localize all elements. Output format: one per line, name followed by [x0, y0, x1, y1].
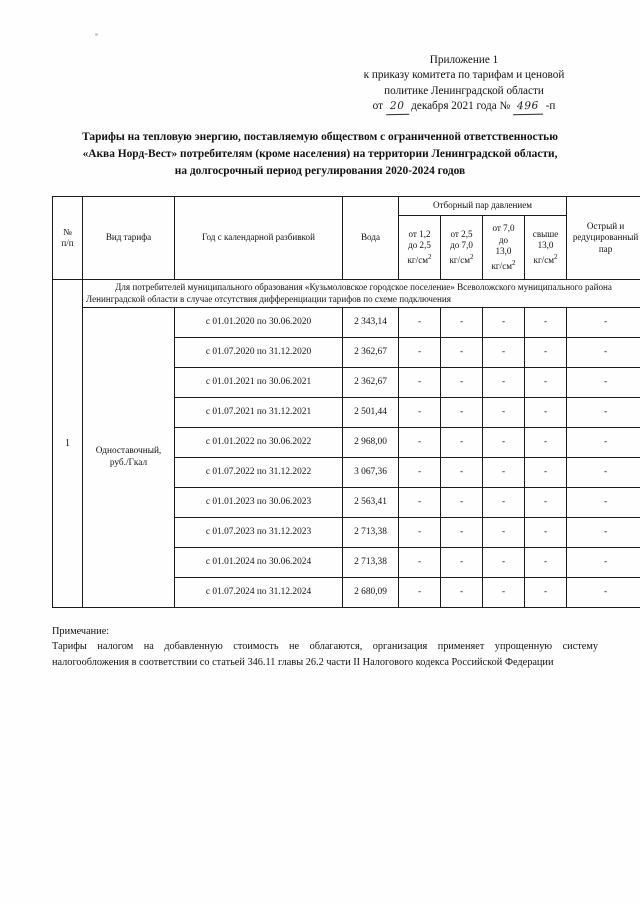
- pressure-4-cell: -: [525, 338, 567, 368]
- column-header-live-steam: [567, 197, 640, 280]
- appendix-order-line: [330, 99, 598, 115]
- tariff-table-wrapper: [52, 196, 639, 608]
- pressure-2-cell: -: [441, 578, 483, 608]
- pressure-3-superscript: 2: [511, 258, 516, 267]
- period-cell: с 01.01.2020 по 30.06.2020: [175, 308, 343, 338]
- water-value-cell: 2 713,38: [343, 518, 399, 548]
- pressure-4-superscript: 2: [554, 252, 558, 261]
- water-value-cell: 2 501,44: [343, 398, 399, 428]
- appendix-authority-line-1: к приказу комитета по тарифам и ценовой: [363, 69, 565, 82]
- pressure-1-line-2: до 2,5: [408, 240, 431, 251]
- tariff-type-cell: [83, 308, 175, 608]
- pressure-1-cell: -: [399, 548, 441, 578]
- live-steam-cell: -: [567, 398, 640, 428]
- appendix-number: Приложение 1: [429, 54, 499, 66]
- column-header-tariff-type: Вид тарифа: [83, 197, 175, 280]
- water-value-cell: 2 713,38: [343, 548, 399, 578]
- pressure-4-cell: -: [525, 308, 567, 338]
- pressure-1-cell: -: [399, 308, 441, 338]
- pressure-3-cell: -: [483, 338, 525, 368]
- column-header-pressure-3: [483, 216, 525, 280]
- pressure-4-line-2: 13,0: [537, 240, 554, 251]
- pressure-2-cell: -: [441, 518, 483, 548]
- pressure-1-cell: -: [399, 398, 441, 428]
- pressure-3-line-2: до: [498, 234, 509, 245]
- pressure-3-line-4: $кг/см^2$: [491, 258, 516, 271]
- water-value-cell: 2 362,67: [343, 338, 399, 368]
- pressure-2-cell: -: [441, 338, 483, 368]
- pressure-4-cell: -: [525, 398, 567, 428]
- section-description: Для потребителей муниципального образования «Кузьмоловское городское поселение» Всеволожского муниципального района Ленинградской области в случае отсутствия дифференциации тарифов по схеме подключения: [83, 280, 640, 308]
- pressure-4-cell: -: [525, 368, 567, 398]
- section-number: 1: [53, 280, 83, 608]
- tariff-type-line-1: Одноставочный,: [95, 446, 162, 456]
- pressure-4-line-3: $кг/см^2$: [533, 252, 558, 265]
- pressure-3-line-1: от 7,0: [492, 223, 515, 234]
- pressure-4-cell: -: [525, 578, 567, 608]
- order-day-handwritten: 20: [386, 99, 409, 116]
- column-header-year-breakdown: Год с календарной разбивкой: [175, 197, 343, 280]
- page-title-line-1: Тарифы на тепловую энергию, поставляемую обществом с ограниченной ответственностью: [82, 131, 558, 143]
- column-header-pressure-4: [525, 216, 567, 280]
- pressure-3-line-3: 13,0: [495, 246, 512, 257]
- period-cell: с 01.07.2021 по 31.12.2021: [175, 398, 343, 428]
- column-header-live-steam-line-2: редуцированный: [572, 232, 639, 243]
- pressure-4-line-1: свыше: [532, 228, 559, 239]
- live-steam-cell: -: [567, 548, 640, 578]
- column-header-pressure-1: [399, 216, 441, 280]
- live-steam-cell: -: [567, 458, 640, 488]
- pressure-2-cell: -: [441, 308, 483, 338]
- pressure-3-cell: -: [483, 488, 525, 518]
- order-date-prefix: от: [372, 100, 384, 113]
- table-header-row-1: [53, 197, 640, 216]
- page-title-line-3: на долгосрочный период регулирования 2020-2024 годов: [174, 165, 466, 177]
- table-row: [53, 308, 640, 338]
- period-cell: с 01.01.2021 по 30.06.2021: [175, 368, 343, 398]
- water-value-cell: 3 067,36: [343, 458, 399, 488]
- appendix-header: [330, 53, 598, 116]
- pressure-2-line-2: до 7,0: [450, 240, 473, 251]
- tariff-type-line-2: руб./Гкал: [109, 457, 148, 468]
- column-header-pressure-2: [441, 216, 483, 280]
- note-section: [52, 624, 598, 670]
- scan-speck: [95, 33, 98, 36]
- period-cell: с 01.07.2020 по 31.12.2020: [175, 338, 343, 368]
- pressure-3-cell: -: [483, 308, 525, 338]
- page-title-line-2: «Аква Норд-Вест» потребителям (кроме населения) на территории Ленинградской области,: [82, 148, 558, 160]
- pressure-2-cell: -: [441, 398, 483, 428]
- water-value-cell: 2 362,67: [343, 368, 399, 398]
- table-section-row: [53, 280, 640, 308]
- appendix-authority-line-2: политике Ленинградской области: [384, 84, 544, 97]
- pressure-4-cell: -: [525, 548, 567, 578]
- live-steam-cell: -: [567, 428, 640, 458]
- column-header-number-line-1: №: [63, 226, 72, 237]
- column-header-extraction-steam: Отборный пар давлением: [399, 197, 567, 216]
- pressure-3-cell: -: [483, 368, 525, 398]
- pressure-3-cell: -: [483, 398, 525, 428]
- pressure-1-line-1: от 1,2: [408, 228, 431, 239]
- pressure-2-cell: -: [441, 368, 483, 398]
- pressure-2-cell: -: [441, 488, 483, 518]
- pressure-1-cell: -: [399, 578, 441, 608]
- pressure-1-superscript: 2: [427, 252, 432, 261]
- page-title: [42, 129, 598, 180]
- pressure-2-line-3: $кг/см^2$: [449, 252, 474, 265]
- live-steam-cell: -: [567, 578, 640, 608]
- period-cell: с 01.07.2024 по 31.12.2024: [175, 578, 343, 608]
- pressure-3-cell: -: [483, 578, 525, 608]
- water-value-cell: 2 968,00: [343, 428, 399, 458]
- pressure-1-cell: -: [399, 368, 441, 398]
- pressure-4-cell: -: [525, 458, 567, 488]
- pressure-1-cell: -: [399, 488, 441, 518]
- pressure-4-cell: -: [525, 428, 567, 458]
- pressure-1-cell: -: [399, 458, 441, 488]
- pressure-2-cell: -: [441, 458, 483, 488]
- order-date-middle: декабря 2021 года №: [411, 100, 511, 113]
- table-body: [53, 280, 640, 608]
- column-header-water: Вода: [343, 197, 399, 280]
- pressure-2-line-1: от 2,5: [450, 228, 473, 239]
- period-cell: с 01.01.2023 по 30.06.2023: [175, 488, 343, 518]
- live-steam-cell: -: [567, 368, 640, 398]
- pressure-1-cell: -: [399, 338, 441, 368]
- column-header-number: [53, 197, 83, 280]
- period-cell: с 01.07.2022 по 31.12.2022: [175, 458, 343, 488]
- column-header-live-steam-line-3: пар: [598, 243, 613, 254]
- live-steam-cell: -: [567, 488, 640, 518]
- tariff-table: [52, 196, 640, 608]
- pressure-3-cell: -: [483, 518, 525, 548]
- period-cell: с 01.07.2023 по 31.12.2023: [175, 518, 343, 548]
- pressure-1-cell: -: [399, 518, 441, 548]
- pressure-2-superscript: 2: [469, 252, 474, 261]
- note-body: Тарифы налогом на добавленную стоимость не облагаются, организация применяет упрощенную систему налогообложения в соответствии со статьей 346.11 главы 26.2 части II Налогового кодекса Российской Федерации: [52, 641, 598, 668]
- live-steam-cell: -: [567, 338, 640, 368]
- pressure-4-cell: -: [525, 518, 567, 548]
- live-steam-cell: -: [567, 518, 640, 548]
- pressure-3-cell: -: [483, 548, 525, 578]
- pressure-2-cell: -: [441, 548, 483, 578]
- pressure-4-cell: -: [525, 488, 567, 518]
- period-cell: с 01.01.2022 по 30.06.2022: [175, 428, 343, 458]
- period-cell: с 01.01.2024 по 30.06.2024: [175, 548, 343, 578]
- live-steam-cell: -: [567, 308, 640, 338]
- order-number-suffix: -п: [545, 100, 556, 113]
- pressure-3-cell: -: [483, 428, 525, 458]
- table-header: [53, 197, 640, 280]
- pressure-2-cell: -: [441, 428, 483, 458]
- water-value-cell: 2 680,09: [343, 578, 399, 608]
- order-number-handwritten: 496: [513, 99, 543, 116]
- pressure-3-cell: -: [483, 458, 525, 488]
- column-header-number-line-2: п/п: [61, 238, 74, 248]
- column-header-live-steam-line-1: Острый и: [586, 220, 625, 231]
- pressure-1-cell: -: [399, 428, 441, 458]
- water-value-cell: 2 563,41: [343, 488, 399, 518]
- water-value-cell: 2 343,14: [343, 308, 399, 338]
- pressure-1-line-3: $кг/см^2$: [407, 252, 432, 265]
- note-label: Примечание:: [52, 626, 110, 637]
